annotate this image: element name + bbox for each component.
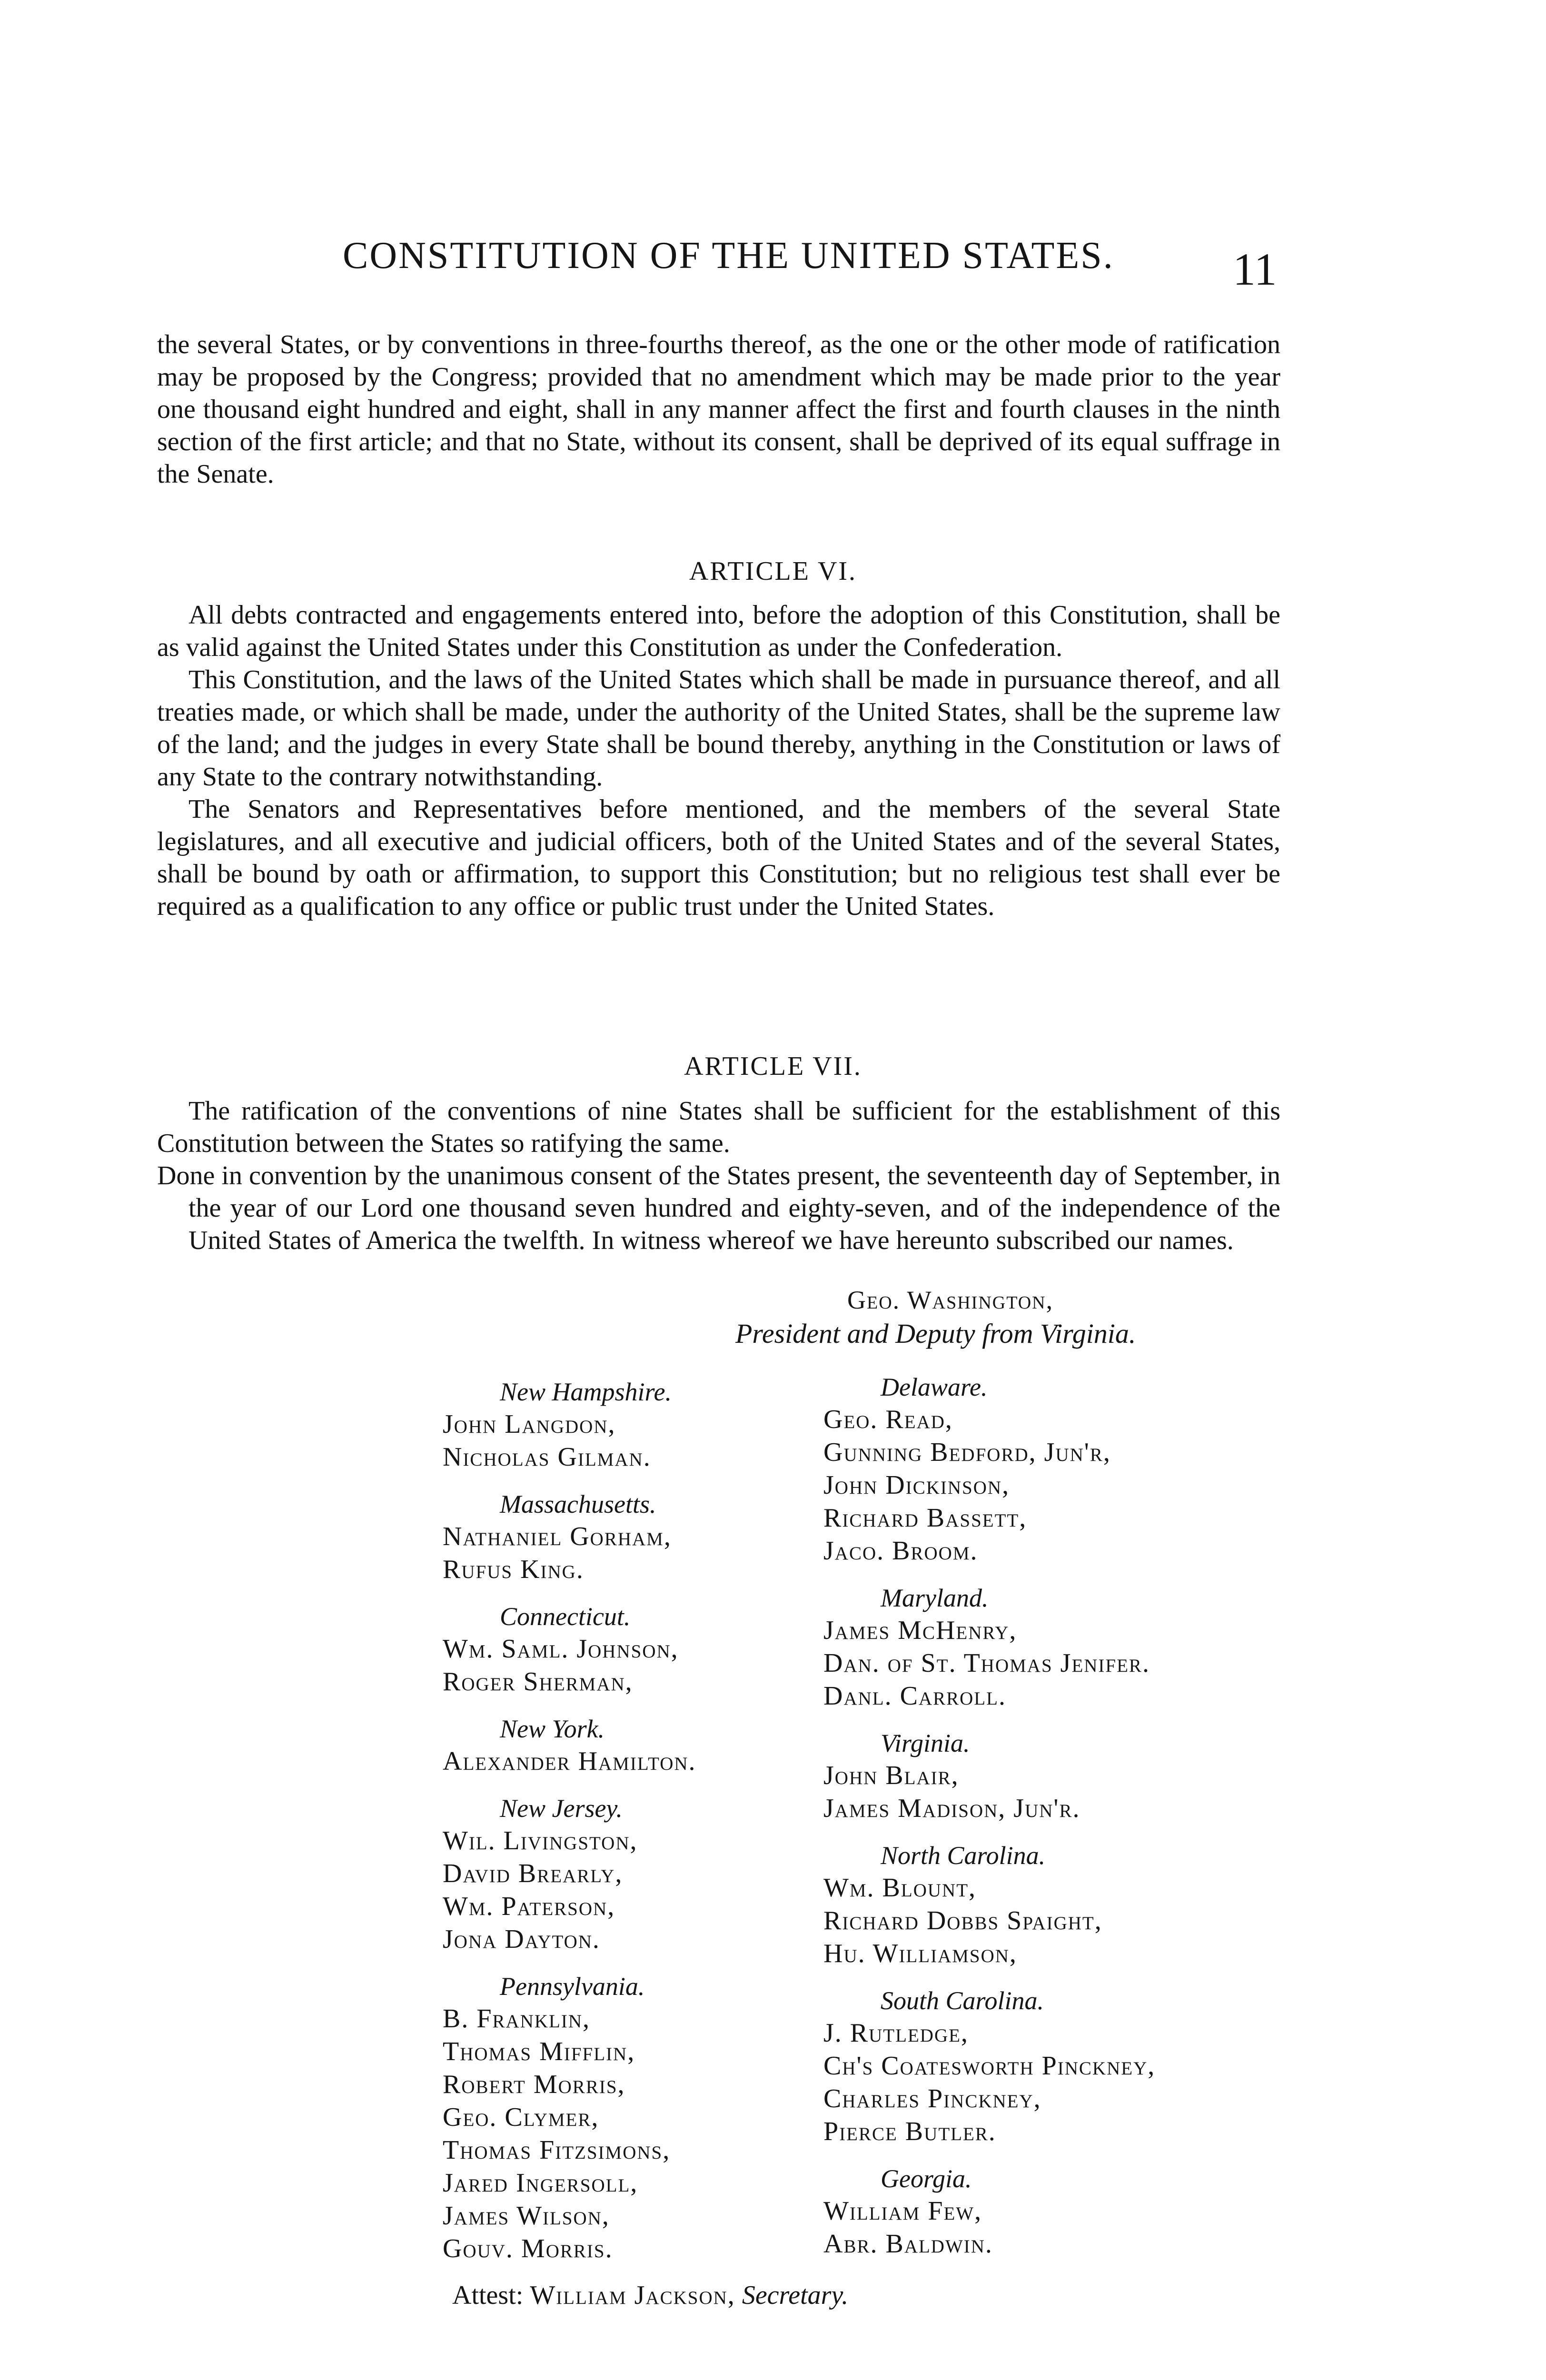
signer-name: Richard Dobbs Spaight, xyxy=(823,1906,1102,1935)
state-name: Virginia. xyxy=(881,1729,970,1757)
state-name: New Hampshire. xyxy=(500,1378,672,1406)
state-group-connecticut xyxy=(443,1600,696,1698)
state-group-georgia xyxy=(823,2162,1155,2261)
state-group-massachusetts xyxy=(443,1488,696,1586)
signer-name: Danl. Carroll. xyxy=(823,1681,1006,1711)
state-group-new-hampshire xyxy=(443,1376,696,1474)
signer-name: Jaco. Broom. xyxy=(823,1536,978,1566)
article-v-continuation xyxy=(157,328,1280,490)
signer-name: Jared Ingersoll, xyxy=(443,2168,638,2198)
article-vii-paragraph: The ratification of the conventions of nine States shall be sufficient for the establishment of this Constitution between the States so ratifying the same. xyxy=(157,1096,1280,1158)
article-vi-body xyxy=(157,599,1280,922)
signer-name: Robert Morris, xyxy=(443,2070,625,2099)
signer-name: Nathaniel Gorham, xyxy=(443,1522,672,1551)
state-name: Massachusetts. xyxy=(500,1490,656,1518)
signer-name: Thomas Mifflin, xyxy=(443,2037,635,2066)
signer-name: B. Franklin, xyxy=(443,2004,590,2033)
signer-name: Geo. Clymer, xyxy=(443,2102,599,2132)
attest-title: Secretary. xyxy=(742,2281,849,2310)
signer-name: Wil. Livingston, xyxy=(443,1826,638,1855)
attest-name: William Jackson, xyxy=(530,2281,735,2310)
signer-name: Hu. Williamson, xyxy=(823,1939,1017,1968)
article-vi-paragraph: The Senators and Representatives before mentioned, and the members of the several State legislatures, and all executive and judicial officers, both of the United States and of the several States, shall be bound by oath or affirmation, to support this Constitution; but no religious test shall ever be required as a qualification to any office or public trust under the United States. xyxy=(157,794,1280,921)
signer-name: Nicholas Gilman. xyxy=(443,1442,651,1472)
signer-name: John Blair, xyxy=(823,1761,959,1790)
signers-left-column xyxy=(443,1376,696,2265)
running-header-title: CONSTITUTION OF THE UNITED STATES. xyxy=(343,235,1114,277)
state-group-south-carolina xyxy=(823,1984,1155,2148)
state-name: Pennsylvania. xyxy=(500,1972,645,2001)
signer-name: Wm. Saml. Johnson, xyxy=(443,1634,679,1664)
signer-name: Roger Sherman, xyxy=(443,1667,633,1696)
attest-line xyxy=(452,2280,848,2311)
signer-name: Ch's Coatesworth Pinckney, xyxy=(823,2051,1156,2081)
signer-name: Rufus King. xyxy=(443,1555,584,1584)
signer-name: David Brearly, xyxy=(443,1859,623,1888)
signers-right-column xyxy=(823,1371,1155,2261)
signer-name: Thomas Fitzsimons, xyxy=(443,2135,671,2165)
signer-name: Jona Dayton. xyxy=(443,1924,600,1954)
article-vi-paragraph: This Constitution, and the laws of the United States which shall be made in pursuance thereof, and all treaties made, or which shall be made, under the authority of the United States, shall be the supreme law of the land; and the judges in every State shall be bound thereby, anything in the Constitution or laws of any State to the contrary notwithstanding. xyxy=(157,665,1280,792)
signer-name: Wm. Blount, xyxy=(823,1873,977,1903)
state-name: South Carolina. xyxy=(881,1986,1044,2015)
signer-name: Dan. of St. Thomas Jenifer. xyxy=(823,1648,1150,1678)
attest-label: Attest: xyxy=(452,2281,524,2310)
signer-name: John Langdon, xyxy=(443,1409,616,1439)
state-name: Maryland. xyxy=(881,1584,989,1612)
state-name: New York. xyxy=(500,1715,605,1743)
state-name: Connecticut. xyxy=(500,1602,631,1631)
signer-name: Geo. Read, xyxy=(823,1405,953,1434)
article-vii-body xyxy=(157,1095,1280,1257)
state-group-pennsylvania xyxy=(443,1970,696,2265)
state-group-new-york xyxy=(443,1713,696,1778)
signer-name: J. Rutledge, xyxy=(823,2018,969,2048)
state-name: North Carolina. xyxy=(881,1841,1046,1870)
signer-name: William Few, xyxy=(823,2196,982,2226)
state-name: New Jersey. xyxy=(500,1794,623,1823)
signer-name: James Madison, Jun'r. xyxy=(823,1794,1080,1823)
page-number: 11 xyxy=(1233,244,1277,295)
signer-name: Gouv. Morris. xyxy=(443,2234,613,2263)
president-signature-title: President and Deputy from Virginia. xyxy=(735,1318,1136,1349)
signer-name: Alexander Hamilton. xyxy=(443,1746,696,1776)
signer-name: John Dickinson, xyxy=(823,1470,1010,1500)
state-group-north-carolina xyxy=(823,1839,1155,1970)
state-group-maryland xyxy=(823,1582,1155,1713)
state-name: Delaware. xyxy=(881,1373,988,1401)
article-vi-paragraph: All debts contracted and engagements entered into, before the adoption of this Constitution, shall be as valid against the United States under this Constitution as under the Confederation. xyxy=(157,600,1280,662)
state-group-new-jersey xyxy=(443,1792,696,1956)
signer-name: Abr. Baldwin. xyxy=(823,2229,993,2259)
done-in-convention-paragraph: Done in convention by the unanimous consent of the States present, the seventeenth day of September, in the year of our Lord one thousand seven hundred and eighty-seven, and of the independence of the United States of America the twelfth. In witness whereof we have hereunto subscribed our names. xyxy=(157,1161,1280,1255)
signer-name: Richard Bassett, xyxy=(823,1503,1027,1533)
signer-name: James Wilson, xyxy=(443,2201,610,2231)
article-vii-heading: ARTICLE VII. xyxy=(684,1051,862,1081)
state-group-virginia xyxy=(823,1727,1155,1825)
article-vi-heading: ARTICLE VI. xyxy=(689,556,857,586)
signer-name: Charles Pinckney, xyxy=(823,2084,1041,2113)
state-name: Georgia. xyxy=(881,2164,972,2193)
signer-name: Wm. Paterson, xyxy=(443,1892,615,1921)
signer-name: James McHenry, xyxy=(823,1616,1017,1645)
article-v-paragraph: the several States, or by conventions in three-fourths thereof, as the one or the other mode of ratification may be proposed by the Congress; provided that no amendment which may be made prior to the year one thousand eight hundred and eight, shall in any manner affect the first and fourth clauses in the ninth section of the first article; and that no State, without its consent, shall be deprived of its equal suffrage in the Senate. xyxy=(157,330,1280,489)
president-signature-name: Geo. Washington, xyxy=(847,1286,1054,1314)
state-group-delaware xyxy=(823,1371,1155,1567)
signer-name: Gunning Bedford, Jun'r, xyxy=(823,1438,1111,1467)
signer-name: Pierce Butler. xyxy=(823,2117,996,2146)
